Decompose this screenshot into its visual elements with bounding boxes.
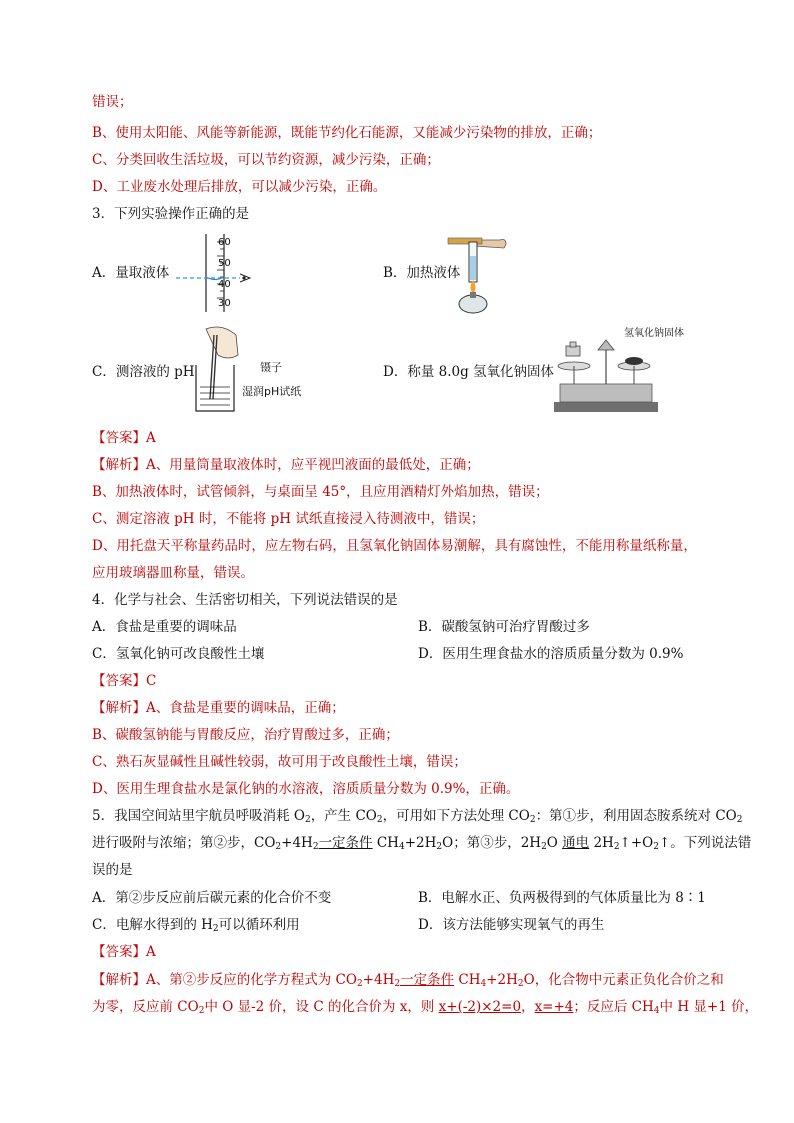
ph-test-figure [192, 325, 242, 415]
q5-answer: 【答案】A [92, 944, 156, 960]
heating-liquid-figure [442, 232, 512, 318]
q4-option-b: B．碳酸氢钠可治疗胃酸过多 [418, 619, 590, 635]
prev-analysis-c: C、分类回收生活垃圾，可以节约资源，减少污染，正确； [92, 152, 440, 168]
q3-answer: 【答案】A [92, 430, 156, 446]
analysis-reaction-condition: 一定条件 [400, 972, 455, 988]
ph-paper-label: 湿润pH试纸 [242, 385, 302, 398]
prev-analysis-d: D、工业废水处理后排放，可以减少污染，正确。 [92, 179, 387, 195]
q4-analysis-d: D、医用生理食盐水是氯化钠的水溶液，溶质质量分数为 0.9%，正确。 [92, 781, 520, 797]
q4-analysis-c: C、熟石灰显碱性且碱性较弱，故可用于改良酸性土壤，错误； [92, 754, 467, 770]
prev-analysis-b: B、使用太阳能、风能等新能源，既能节约化石能源，又能减少污染物的排放，正确； [92, 125, 602, 141]
q3-analysis-d1: D、用托盘天平称量药品时，应左物右码，且氢氧化钠固体易潮解，具有腐蚀性，不能用称量纸称量， [92, 538, 697, 554]
q4-option-a: A．食盐是重要的调味品 [92, 619, 237, 635]
q4-analysis-a: 【解析】A、食盐是重要的调味品，正确； [92, 700, 345, 716]
q5-stem-line2: 进行吸附与浓缩；第②步，$CO_2+4H_2$一定条件 $CH_4+2H_2O$；第③步，$2H_2O$ 通电 $2H_2↑+O_2↑$。下列说法错 [92, 835, 752, 852]
q4-option-d: D．医用生理食盐水的溶质质量分数为 0.9% [418, 646, 684, 662]
q3-option-d: D．称量 8.0g 氢氧化钠固体 [383, 364, 555, 380]
q5-stem-line3: 误的是 [92, 862, 133, 878]
q4-option-c: C．氢氧化钠可改良酸性土壤 [92, 646, 265, 662]
cylinder-tick-30: 30 [218, 298, 231, 309]
q4-stem: 4．化学与社会、生活密切相关，下列说法错误的是 [92, 592, 398, 608]
q3-analysis-b: B、加热液体时，试管倾斜，与桌面呈 45°，且应用酒精灯外焰加热，错误； [92, 484, 549, 500]
q4-analysis-b: B、碳酸氢钠能与胃酸反应，治疗胃酸过多，正确； [92, 727, 399, 743]
electrolysis-condition: 通电 [562, 835, 590, 851]
q3-option-c: C．测溶液的 pH [92, 364, 195, 380]
q5-option-a: A．第②步反应前后碳元素的化合价不变 [92, 890, 332, 906]
q5-option-b: B．电解水正、负两极得到的气体质量比为 8∶1 [418, 890, 706, 906]
naoh-solid-label: 氢氧化钠固体 [624, 328, 684, 339]
reaction-condition: 一定条件 [318, 835, 373, 851]
q4-answer: 【答案】C [92, 673, 157, 689]
q3-analysis-a: 【解析】A、用量筒量取液体时，应平视凹液面的最低处，正确； [92, 457, 480, 473]
cylinder-tick-50: 50 [218, 258, 231, 269]
graduated-cylinder-figure [174, 232, 256, 314]
tweezers-label: 镊子 [260, 361, 282, 374]
q5-stem-line1: 5．我国空间站里宇航员呼吸消耗 $O_2$，产生 $CO_2$，可用如下方法处理 $CO_2$：第①步，利用固态胺系统对 $CO_2$ [92, 808, 743, 825]
q3-option-b: B．加热液体 [383, 265, 461, 281]
q3-analysis-d2: 应用玻璃器皿称量，错误。 [92, 565, 254, 581]
cylinder-tick-60: 60 [218, 237, 231, 248]
balance-figure [552, 330, 662, 414]
q5-analysis-line2: 为零，反应前 $CO_2$中 O 显-2 价，设 C 的化合价为 x，则 x+(-2)×2=0，x=+4；反应后 $CH_4$中 H 显+1 价， [92, 999, 759, 1016]
q3-stem: 3．下列实验操作正确的是 [92, 206, 250, 222]
q5-analysis-line1: 【解析】A、第②步反应的化学方程式为 $CO_2+4H_2$一定条件 $CH_4+2H_2O$，化合物中元素正负化合价之和 [92, 972, 724, 989]
q5-option-c: C．电解水得到的 $H_2$可以循环利用 [92, 917, 300, 934]
q5-option-d: D．该方法能够实现氧气的再生 [418, 917, 605, 933]
q3-analysis-c: C、测定溶液 pH 时，不能将 pH 试纸直接浸入待测液中，错误； [92, 511, 485, 527]
q3-option-a: A．量取液体 [92, 265, 170, 281]
prev-analysis-tail: 错误； [92, 94, 133, 110]
cylinder-tick-40: 40 [218, 279, 231, 290]
